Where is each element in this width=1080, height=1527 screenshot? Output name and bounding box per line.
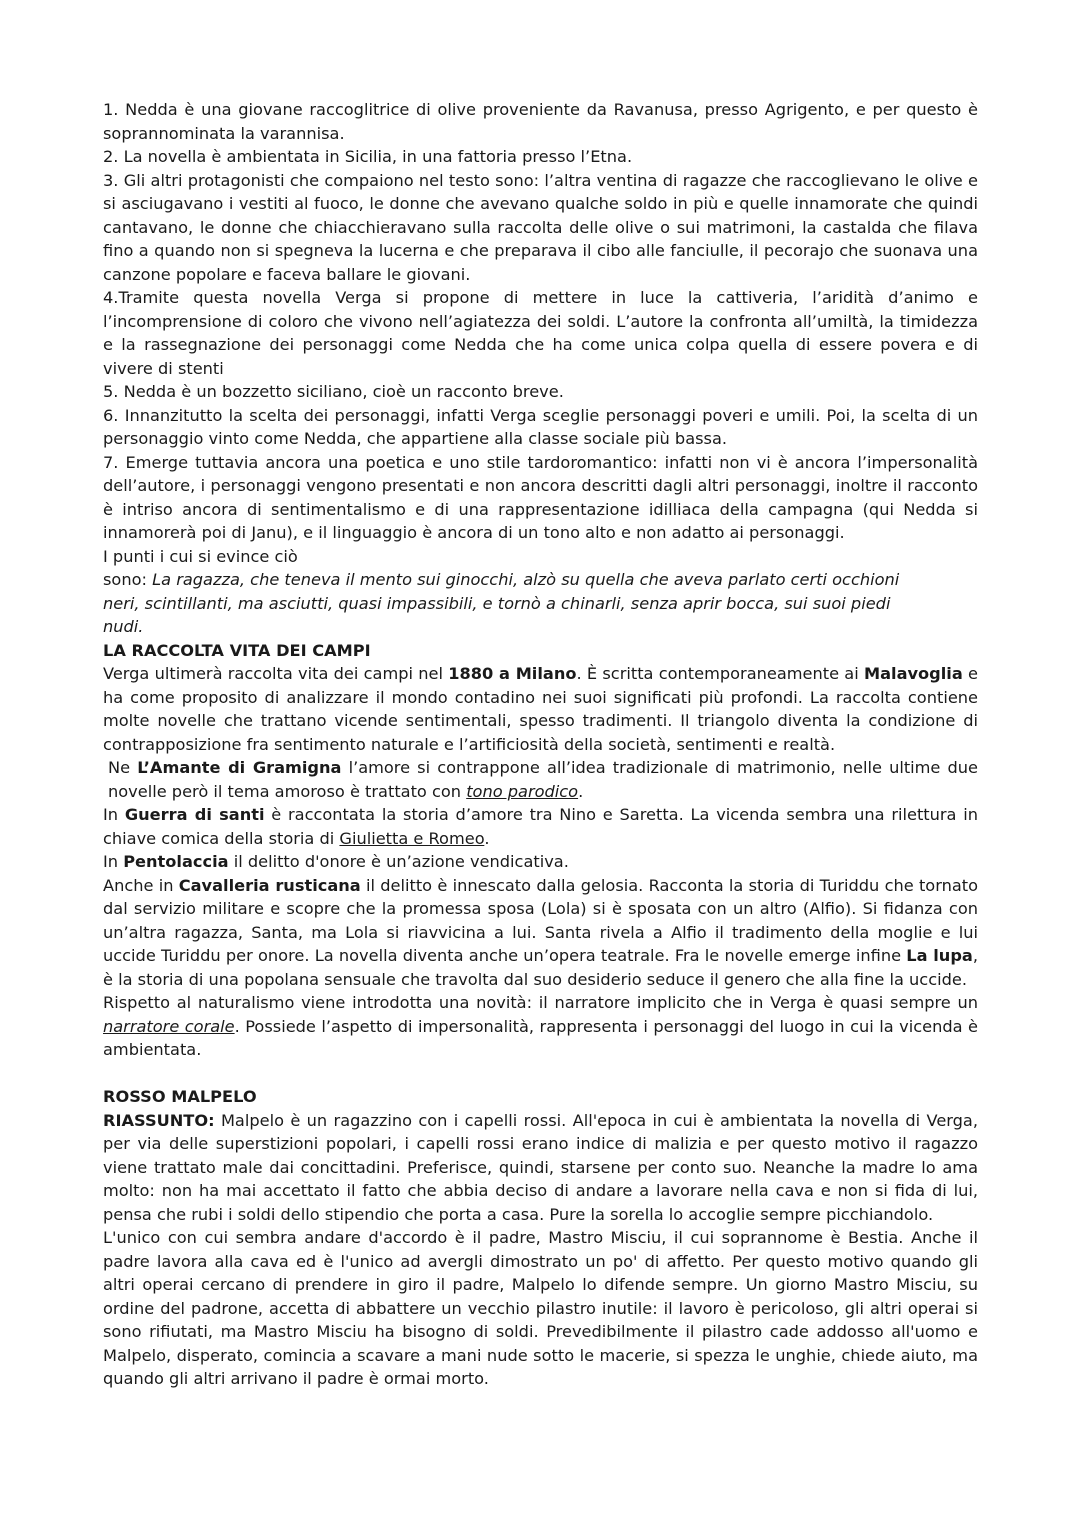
- quote-lead: sono:: [103, 570, 153, 589]
- quote-text: La ragazza, che teneva il mento sui ginocchi, alzò su quella che aveva parlato certi occhioni: [152, 570, 900, 589]
- section-heading-rosso-malpelo: ROSSO MALPELO: [103, 1087, 257, 1106]
- answer-5: 5. Nedda è un bozzetto siciliano, cioè un racconto breve.: [103, 382, 564, 401]
- document-page: [103, 98, 978, 1391]
- section-heading-vita-dei-campi: LA RACCOLTA VITA DEI CAMPI: [103, 640, 371, 660]
- vita-paragraph-5: Anche in Cavalleria rusticana il delitto è innescato dalla gelosia. Racconta la storia di Turiddu che tornato dal servizio militare e scopre che la promessa sposa (Lola) si è sposata con un altro (Alfio). Si fidanza con un’altra ragazza, Santa, ma Lola si riavvicina a lui. Santa rivela a Alfio il tradimento della moglie e lui uccide Turiddu per onore. La novella diventa anche un’opera teatrale. Fra le novelle emerge infine La lupa, è la storia di una popolana sensuale che travolta dal suo desiderio seduce il genero che alla fine la uccide.: [103, 875, 979, 989]
- answer-8-quote-line-3: nudi.: [103, 617, 144, 636]
- answer-3: 3. Gli altri protagonisti che compaiono nel testo sono: l’altra ventina di ragazze che raccoglievano le olive e si asciugavano i vestiti al fuoco, le donne che avevano qualche soldo in più e quelle innamorate che quindi cantavano, le donne che chiacchieravano sulla raccolta delle olive o sui matrimoni, la castalda che filava fino a quando non si spegneva la lucerna e che preparava il cibo alle fanciulle, il pecorajo che suonava una canzone popolare e faceva ballare le giovani.: [103, 170, 978, 284]
- summary-label: RIASSUNTO:: [103, 1110, 215, 1130]
- answer-2: 2. La novella è ambientata in Sicilia, in una fattoria presso l’Etna.: [103, 147, 633, 166]
- answer-6: 6. Innanzitutto la scelta dei personaggi, infatti Verga sceglie personaggi poveri e umili. Poi, la scelta di un personaggio vinto come Nedda, che appartiene alla classe sociale più bassa.: [103, 405, 978, 448]
- answer-1: 1. Nedda è una giovane raccoglitrice di olive proveniente da Ravanusa, presso Agrigento, e per questo è soprannominata la varannisa.: [103, 100, 978, 143]
- vita-paragraph-1: Verga ultimerà raccolta vita dei campi nel 1880 a Milano. È scritta contemporaneamente ai Malavoglia e ha come proposito di analizzare il mondo contadino nei suoi significati più profondi. La raccolta contiene molte novelle che trattano vicende sentimentali, spesso tradimenti. Il triangolo diventa la condizione di contrapposizione fra sentimento naturale e l’artificiosità della società, sentimenti e realtà.: [103, 664, 978, 754]
- section-spacer: [103, 1062, 978, 1086]
- answer-7: 7. Emerge tuttavia ancora una poetica e uno stile tardoromantico: infatti non vi è ancora l’impersonalità dell’autore, i personaggi vengono presentati e non ancora descritti dagli altri personaggi, inoltre il racconto è intriso ancora di sentimentalismo e di una rappresentazione idilliaca della campagna (qui Nedda si innamorerà poi di Janu), e il linguaggio è ancora di un tono alto e non adatto ai personaggi.: [103, 452, 978, 542]
- vita-paragraph-3: In Guerra di santi è raccontata la storia d’amore tra Nino e Saretta. La vicenda sembra una rilettura in chiave comica della storia di Giulietta e Romeo.: [103, 805, 978, 848]
- malpelo-paragraph-1: RIASSUNTO: Malpelo è un ragazzino con i capelli rossi. All'epoca in cui è ambientata la novella di Verga, per via delle superstizioni popolari, i capelli rossi erano indice di malizia e per questo motivo il ragazzo viene trattato male dai concittadini. Preferisce, quindi, starsene per conto suo. Neanche la madre lo ama molto: non ha mai accettato il fatto che abbia deciso di andare a lavorare nella cava e non si fida di lui, pensa che rubi i soldi dello stipendio che porta a casa. Pure la sorella lo accoglie sempre picchiandolo.: [103, 1110, 978, 1224]
- answer-8-quote-line-2: neri, scintillanti, ma asciutti, quasi impassibili, e tornò a chinarli, senza aprir bocca, sui suoi piedi: [103, 593, 891, 613]
- answer-8-intro: I punti i cui si evince ciò: [103, 546, 298, 566]
- vita-paragraph-6: Rispetto al naturalismo viene introdotta una novità: il narratore implicito che in Verga è quasi sempre un narratore corale. Possiede l’aspetto di impersonalità, rappresenta i personaggi del luogo in cui la vicenda è ambientata.: [103, 993, 978, 1059]
- vita-paragraph-2: Ne L’Amante di Gramigna l’amore si contrappone all’idea tradizionale di matrimonio, nelle ultime due novelle però il tema amoroso è trattato con tono parodico.: [108, 758, 978, 801]
- malpelo-paragraph-2: L'unico con cui sembra andare d'accordo è il padre, Mastro Misciu, il cui soprannome è Bestia. Anche il padre lavora alla cava ed è l'unico ad avergli dimostrato un po' di affetto. Per questo motivo quando gli altri operai cercano di prendere in giro il padre, Malpelo lo difende sempre. Un giorno Mastro Misciu, su ordine del padrone, accetta di abbattere un vecchio pilastro inutile: il lavoro è pericoloso, gli altri operai si sono rifiutati, ma Mastro Misciu ha bisogno di soldi. Prevedibilmente il pilastro cade addosso all'uomo e Malpelo, disperato, comincia a scavare a mani nude sotto le macerie, si spezza le unghie, chiede aiuto, ma quando gli altri arrivano il padre è ormai morto.: [103, 1228, 978, 1388]
- answer-4: 4.Tramite questa novella Verga si propone di mettere in luce la cattiveria, l’aridità d’animo e l’incomprensione di coloro che vivono nell’agiatezza dei soldi. L’autore la confronta all’umiltà, la timidezza e la rassegnazione dei personaggi come Nedda che ha come unica colpa quella di essere povera e di vivere di stenti: [103, 288, 978, 378]
- answer-8-quote-line-1: [103, 568, 978, 592]
- vita-paragraph-4: In Pentolaccia il delitto d'onore è un’azione vendicativa.: [103, 852, 569, 871]
